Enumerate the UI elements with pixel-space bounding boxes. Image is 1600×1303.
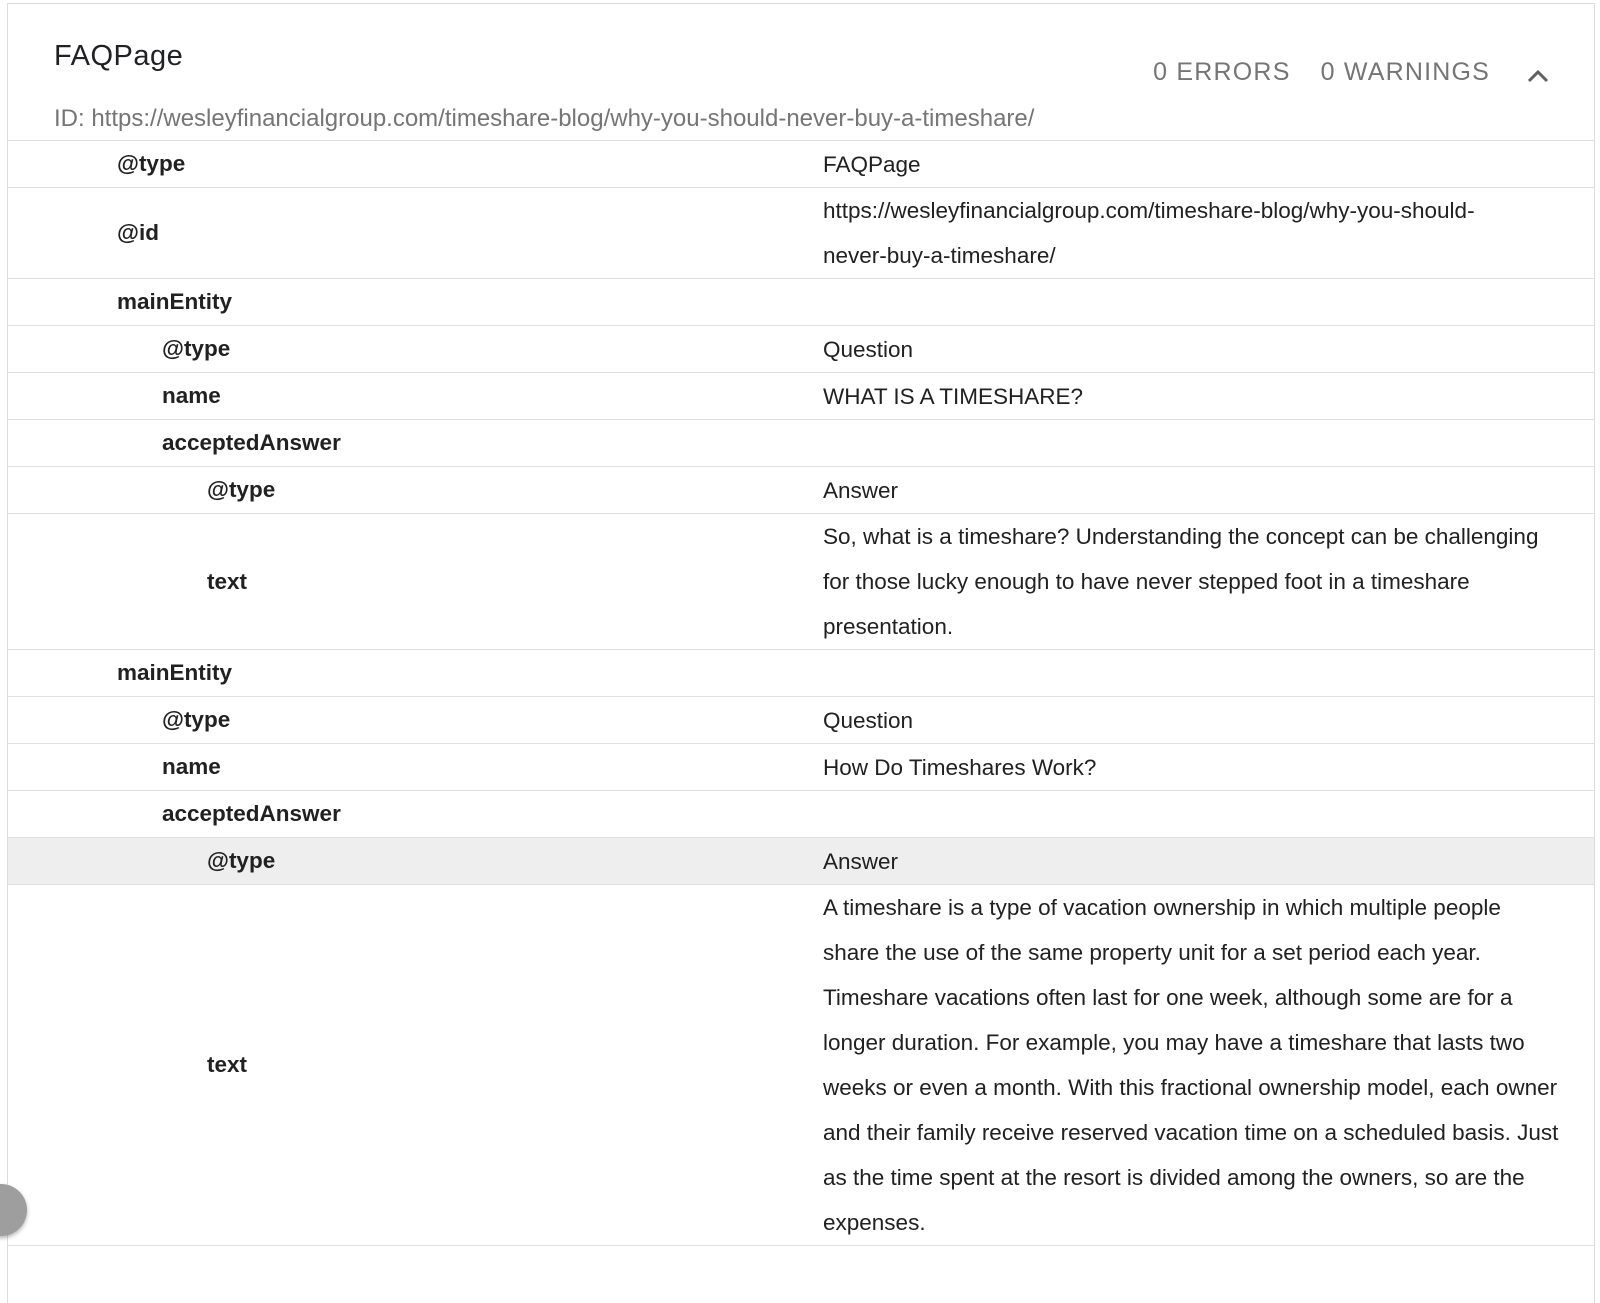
item-id: ID: https://wesleyfinancialgroup.com/timeshare-blog/why-you-should-never-buy-a-timeshare/ xyxy=(54,105,1035,132)
warnings-count: 0 WARNINGS xyxy=(1320,58,1490,86)
table-row-highlighted[interactable] xyxy=(8,838,1594,885)
table-row[interactable] xyxy=(8,326,1594,373)
property-key: @type xyxy=(207,477,276,502)
table-row[interactable] xyxy=(8,744,1594,791)
property-key: name xyxy=(162,754,221,779)
issue-counts xyxy=(1153,58,1490,87)
table-row[interactable] xyxy=(8,514,1594,650)
property-value: So, what is a timeshare? Understanding the concept can be challenging for those lucky enough to have never stepped foot in a timeshare presentation. xyxy=(823,524,1539,639)
property-value: FAQPage xyxy=(823,151,921,177)
property-value: Answer xyxy=(823,477,899,503)
table-row[interactable] xyxy=(8,650,1594,697)
property-value: A timeshare is a type of vacation ownership in which multiple people share the use of the same property unit for a set period each year. Timeshare vacations often last for one week, although some are for a longer duration. For example, you may have a timeshare that lasts two weeks or even a month. With this fractional ownership model, each owner and their family receive reserved vacation time on a scheduled basis. Just as the time spent at the resort is divided among the owners, so are the expenses. xyxy=(823,895,1559,1235)
property-key: @id xyxy=(117,220,159,245)
collapse-button[interactable] xyxy=(1518,56,1558,96)
property-value: WHAT IS A TIMESHARE? xyxy=(823,383,1084,409)
property-value: https://wesleyfinancialgroup.com/timeshare-blog/why-you-should-never-buy-a-timeshare/ xyxy=(823,198,1475,268)
table-row[interactable] xyxy=(8,467,1594,514)
table-row[interactable] xyxy=(8,697,1594,744)
chevron-up-icon xyxy=(1518,56,1558,96)
errors-count: 0 ERRORS xyxy=(1153,58,1291,86)
faqpage-card xyxy=(7,3,1595,1303)
table-row[interactable] xyxy=(8,791,1594,838)
property-key: @type xyxy=(207,848,276,873)
property-value: Answer xyxy=(823,848,899,874)
table-row[interactable] xyxy=(8,373,1594,420)
property-key: acceptedAnswer xyxy=(162,801,341,826)
card-title: FAQPage xyxy=(54,40,184,72)
property-key: text xyxy=(207,1052,248,1077)
property-key: @type xyxy=(117,151,186,176)
table-row[interactable] xyxy=(8,188,1594,279)
property-value: Question xyxy=(823,336,914,362)
property-key: acceptedAnswer xyxy=(162,430,341,455)
property-key: @type xyxy=(162,707,231,732)
table-row[interactable] xyxy=(8,279,1594,326)
properties-table xyxy=(8,140,1594,1246)
property-key: @type xyxy=(162,336,231,361)
property-value: How Do Timeshares Work? xyxy=(823,754,1097,780)
table-row[interactable] xyxy=(8,885,1594,1246)
property-key: mainEntity xyxy=(117,660,233,685)
table-row[interactable] xyxy=(8,141,1594,188)
property-key: mainEntity xyxy=(117,289,233,314)
property-value: Question xyxy=(823,707,914,733)
table-row[interactable] xyxy=(8,420,1594,467)
property-key: name xyxy=(162,383,221,408)
property-key: text xyxy=(207,568,248,594)
